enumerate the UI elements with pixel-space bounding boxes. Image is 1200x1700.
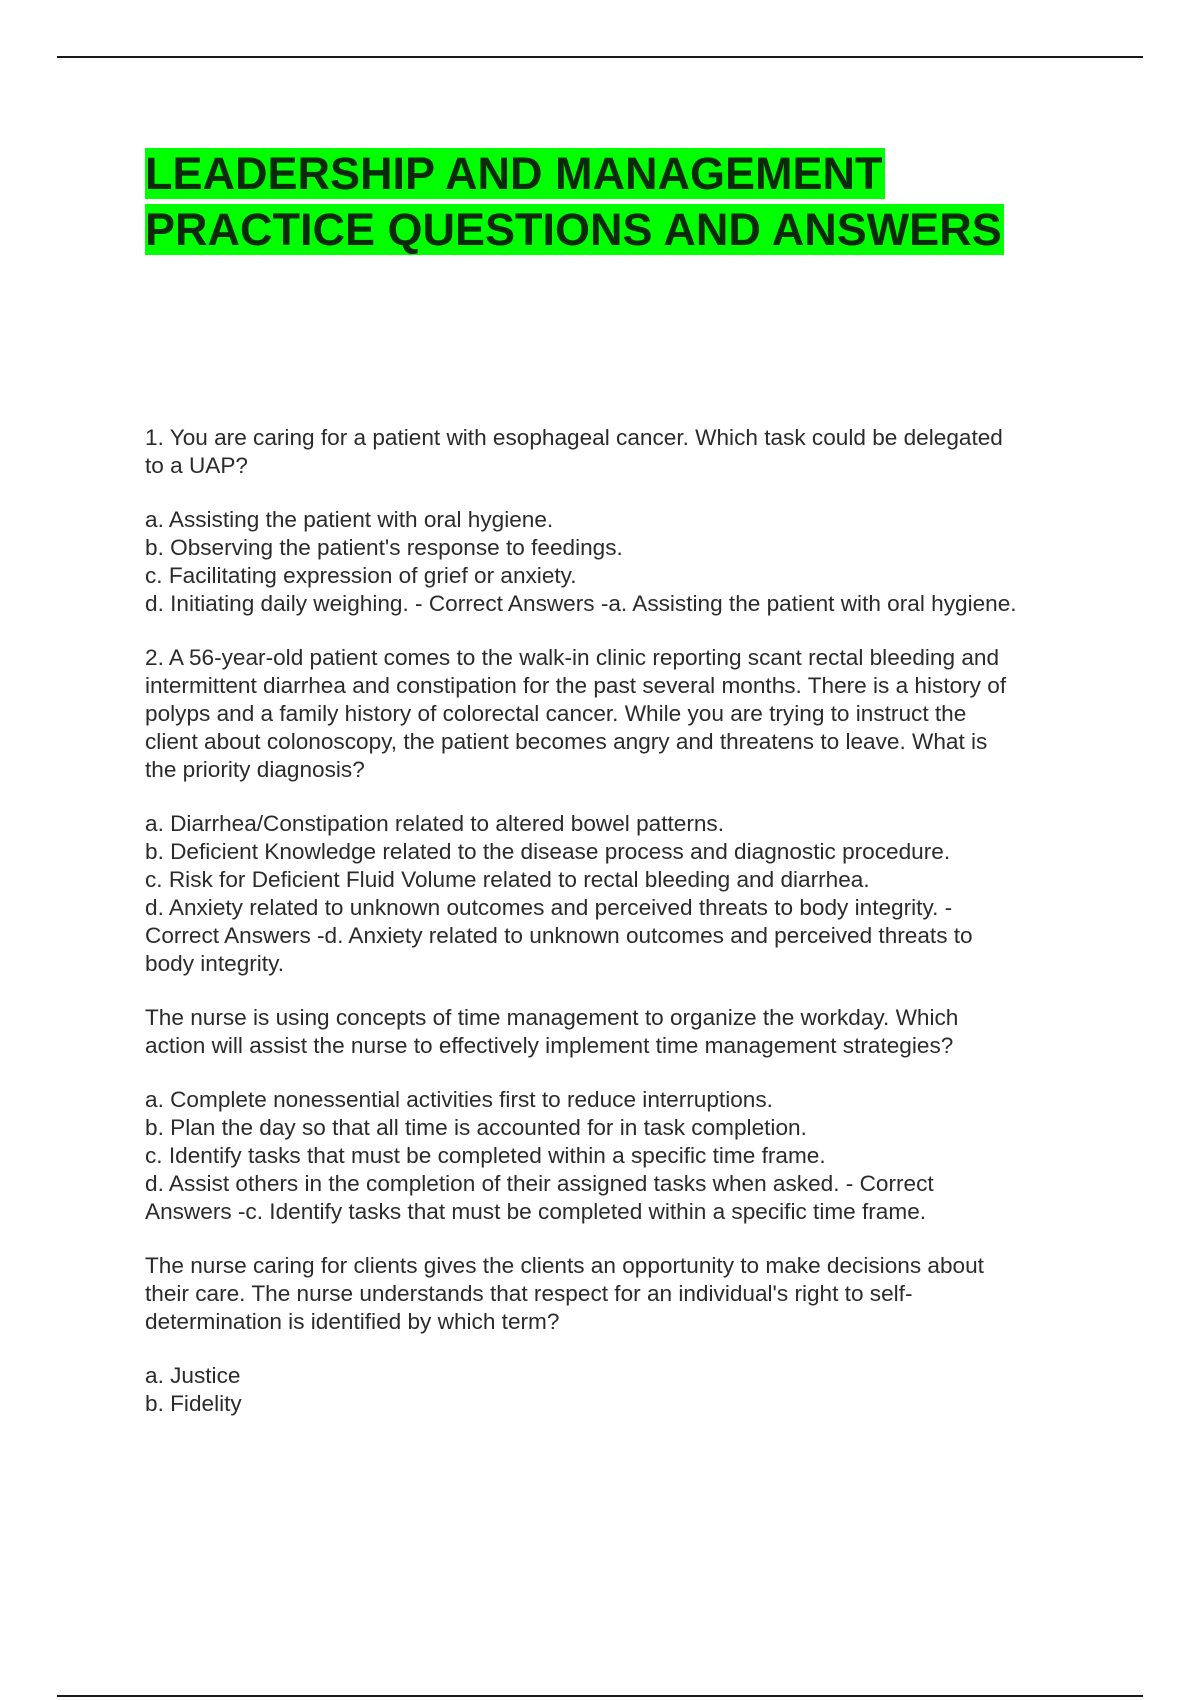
answer-option-with-correct-answer: d. Initiating daily weighing. - Correct Answers -a. Assisting the patient with oral hygiene. <box>145 591 1017 616</box>
document-title <box>145 146 1105 258</box>
answer-option: b. Deficient Knowledge related to the disease process and diagnostic procedure. <box>145 839 951 864</box>
answer-option: c. Risk for Deficient Fluid Volume related to rectal bleeding and diarrhea. <box>145 867 870 892</box>
answer-option: c. Facilitating expression of grief or anxiety. <box>145 563 577 588</box>
answer-options <box>145 1362 1105 1418</box>
answer-options <box>145 810 1105 978</box>
answer-option: a. Justice <box>145 1363 241 1388</box>
question-stem: 2. A 56-year-old patient comes to the walk-in clinic reporting scant rectal bleeding and intermittent diarrhea and constipation for the past several months. There is a history of polyps and a family history of colorectal cancer. While you are trying to instruct the client about colonoscopy, the patient becomes angry and threatens to leave. What is the priority diagnosis? <box>145 645 1007 782</box>
title-line-1: LEADERSHIP AND MANAGEMENT <box>145 148 883 199</box>
answer-option: a. Assisting the patient with oral hygiene. <box>145 507 554 532</box>
question-block <box>145 1004 1105 1226</box>
question-stem: The nurse caring for clients gives the clients an opportunity to make decisions about their care. The nurse understands that respect for an individual's right to self- determination is identified by which term? <box>145 1253 984 1334</box>
question-block <box>145 424 1105 618</box>
question-stem: 1. You are caring for a patient with esophageal cancer. Which task could be delegated to a UAP? <box>145 425 1003 478</box>
answer-option: a. Complete nonessential activities first to reduce interruptions. <box>145 1087 773 1112</box>
question-stem: The nurse is using concepts of time management to organize the workday. Which action will assist the nurse to effectively implement time management strategies? <box>145 1005 959 1058</box>
answer-option: c. Identify tasks that must be completed within a specific time frame. <box>145 1143 826 1168</box>
answer-option: b. Plan the day so that all time is accounted for in task completion. <box>145 1115 807 1140</box>
top-rule <box>57 56 1143 58</box>
question-block <box>145 1252 1105 1418</box>
answer-option: b. Fidelity <box>145 1391 242 1416</box>
answer-option: a. Diarrhea/Constipation related to altered bowel patterns. <box>145 811 724 836</box>
answer-options <box>145 506 1105 618</box>
questions-list <box>145 424 1105 1444</box>
answer-option: b. Observing the patient's response to feedings. <box>145 535 623 560</box>
question-block <box>145 644 1105 978</box>
answer-option-with-correct-answer: d. Assist others in the completion of their assigned tasks when asked. - Correct Answers -c. Identify tasks that must be completed within a specific time frame. <box>145 1171 934 1224</box>
title-line-2: PRACTICE QUESTIONS AND ANSWERS <box>145 204 1002 255</box>
answer-option-with-correct-answer: d. Anxiety related to unknown outcomes and perceived threats to body integrity. - Correct Answers -d. Anxiety related to unknown outcomes and perceived threats to body integrity. <box>145 895 973 976</box>
answer-options <box>145 1086 1105 1226</box>
bottom-rule <box>57 1695 1143 1697</box>
